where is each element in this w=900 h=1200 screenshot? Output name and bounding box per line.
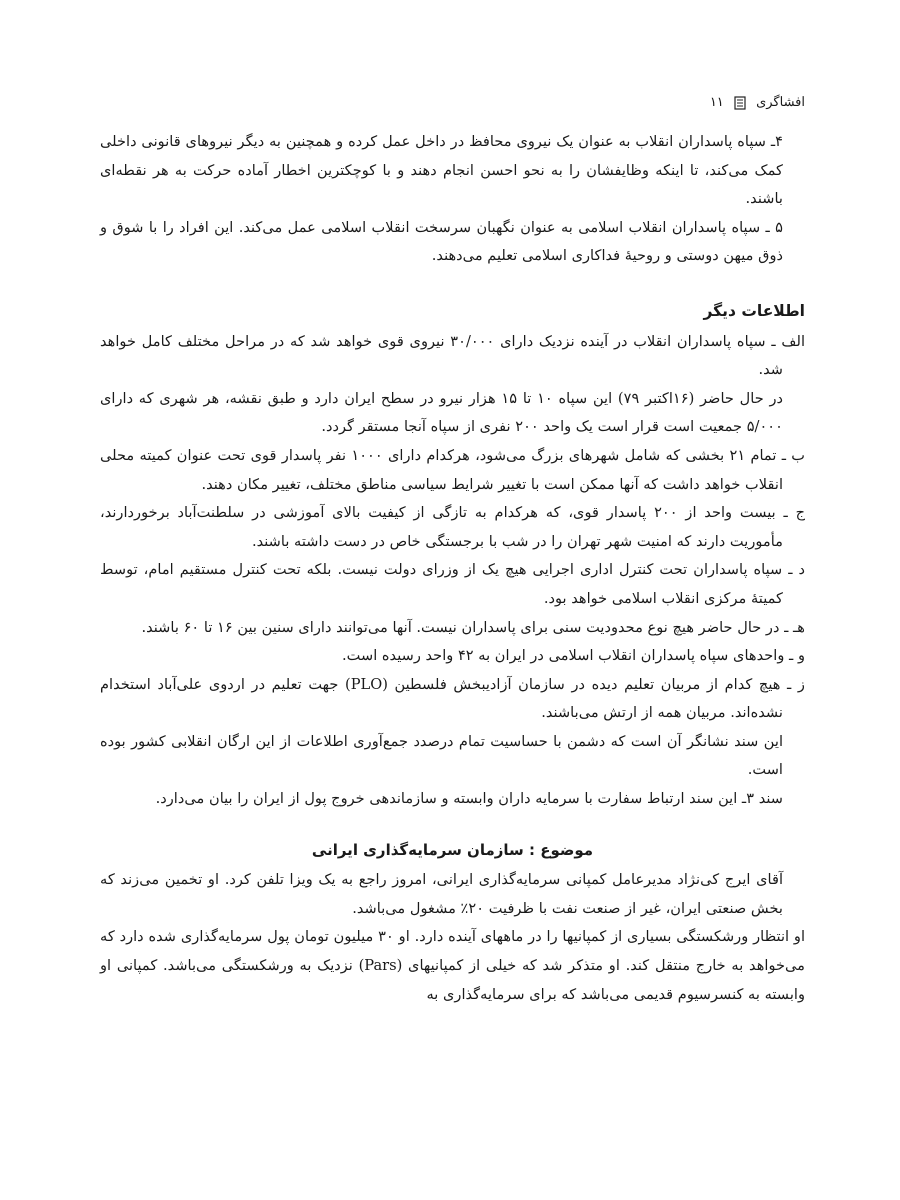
book-icon xyxy=(734,96,746,110)
item-ze: ز ـ هیچ کدام از مربیان تعلیم دیده در سازمان آزادیبخش فلسطین (PLO) جهت تعلیم در اردوی علی‌آباد استخدام نشده‌اند. مربیان همه از ارتش می‌باشند. xyxy=(100,675,805,722)
document-3-intro: سند ۳ـ این سند ارتباط سفارت با سرمایه داران وابسته و سازماندهی خروج پول از ایران را بیان می‌دارد. xyxy=(155,790,783,808)
body-paragraph-2: او انتظار ورشکستگی بسیاری از کمپانیها را در ماههای آینده دارد. او ۳۰ میلیون تومان پول سرمایه‌گذاری شده دارد که می‌خواهد به خارج منتقل کند. او متذکر شد که خیلی از کمپانیهای (Pars) نزدیک به ورشکستگی می‌باشد. کمپانی او وابسته به کنسرسیوم قدیمی می‌باشد که برای سرمایه‌گذاری به xyxy=(100,928,805,1003)
section-heading: اطلاعات دیگر xyxy=(703,301,805,320)
paragraph-item-5: ۵ ـ سپاه پاسداران انقلاب اسلامی به عنوان نگهبان سرسخت انقلاب اسلامی عمل می‌کند. این افراد را با شوق و ذوق میهن دوستی و روحیهٔ فداکاری اسلامی تعلیم می‌دهند. xyxy=(100,218,783,265)
item-he: هـ ـ در حال حاضر هیچ نوع محدودیت سنی برای پاسداران نیست. آنها می‌توانند دارای سنین بین ۱۶ تا ۶۰ باشند. xyxy=(141,618,805,636)
item-alef: الف ـ سپاه پاسداران انقلاب در آینده نزدیک دارای ۳۰/۰۰۰ نیروی قوی خواهد شد که در مراحل مختلف کامل خواهد شد. xyxy=(100,332,805,379)
item-dal: د ـ سپاه پاسداران تحت کنترل اداری اجرایی هیچ یک از وزرای دولت نیست. بلکه تحت کنترل مستقیم امام، توسط کمیتهٔ مرکزی انقلاب اسلامی خواهد بود. xyxy=(100,561,805,607)
item-jim: ج ـ بیست واحد از ۲۰۰ پاسدار قوی، که هرکدام به تازگی از کیفیت بالای آموزشی در سلطنت‌آباد برخوردارند، مأموریت دارند که امنیت شهر تهران را در شب با برجستگی خاص در دست داشته باشند. xyxy=(100,504,805,550)
header-title: افشاگری xyxy=(756,95,805,110)
item-be: ب ـ تمام ۲۱ بخشی که شامل شهرهای بزرگ می‌شود، هرکدام دارای ۱۰۰۰ نفر پاسدار قوی تحت عنوان کمیته محلی انقلاب خواهد داشت که آنها ممکن است با تغییر شرایط سیاسی مناطق مختلف، تغییر مکان دهند. xyxy=(100,446,805,493)
page-number: ۱۱ xyxy=(709,95,724,110)
item-alef-continuation: در حال حاضر (۱۶اکتبر ۷۹) این سپاه ۱۰ تا ۱۵ هزار نیرو در سطح ایران دارد و طبق نقشه، هر شهری که دارای ۵/۰۰۰ جمعیت است قرار است یک واحد ۲۰۰ نفری از سپاه آنجا مستقر گردد. xyxy=(100,389,783,436)
paragraph-item-4: ۴ـ سپاه پاسداران انقلاب به عنوان یک نیروی محافظ در داخل عمل کرده و همچنین به دیگر نیروهای قانونی داخلی کمک می‌کند، تا اینکه وظایفشان را به نحو احسن انجام دهند و با کوچکترین اخطار آماده حرکت به هر نقطه‌ای باشند. xyxy=(100,133,783,208)
running-header xyxy=(100,88,805,118)
item-vav: و ـ واحدهای سپاه پاسداران انقلاب اسلامی در ایران به ۴۲ واحد رسیده است. xyxy=(342,647,805,665)
body-paragraph: آقای ایرج کی‌نژاد مدیرعامل کمپانی سرمایه‌گذاری ایرانی، امروز راجع به یک ویزا تلفن کرد. او تخمین می‌زند که بخش صنعتی ایران، غیر از صنعت نفت با ظرفیت ۲۰٪ مشغول می‌باشد. xyxy=(100,871,783,917)
commentary-paragraph: این سند نشانگر آن است که دشمن با حساسیت تمام درصدد جمع‌آوری اطلاعات از این ارگان انقلابی کشور بوده است. xyxy=(100,732,783,779)
document-page xyxy=(100,88,805,1009)
subject-heading: موضوع : سازمان سرمایه‌گذاری ایرانی xyxy=(311,840,594,859)
